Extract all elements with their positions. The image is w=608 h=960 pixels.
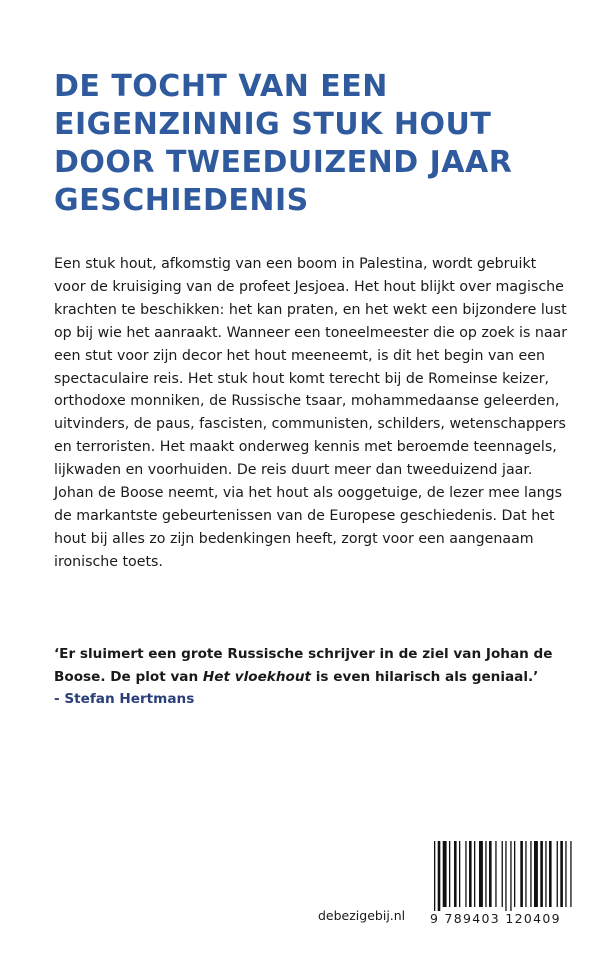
barcode <box>430 841 576 941</box>
blurb-line: orthodoxe monniken, de Russische tsaar, mohammedaanse geleerden, <box>54 393 560 410</box>
headline-line: EIGENZINNIG STUK HOUT <box>54 107 492 142</box>
quote-line-1: ‘Er sluimert een grote Russische schrijver in de ziel van Johan de <box>54 646 553 662</box>
review-quote <box>54 643 574 711</box>
blurb-line: voor de kruisiging van de profeet Jesjoea. Het hout blijkt over magische <box>54 278 564 295</box>
quote-line-2 <box>54 666 574 689</box>
book-title-italic: Het vloekhout <box>202 668 312 685</box>
quote-text-after-title: is even hilarisch als geniaal.’ <box>311 668 539 685</box>
blurb-line: uitvinders, de paus, fascisten, communisten, schilders, wetenschappers <box>54 416 566 433</box>
quote-attribution: - Stefan Hertmans <box>54 691 195 707</box>
blurb-line: op bij wie het aanraakt. Wanneer een toneelmeester die op zoek is naar <box>54 324 568 341</box>
blurb-line: ironische toets. <box>54 553 163 570</box>
blurb-line: Een stuk hout, afkomstig van een boom in Palestina, wordt gebruikt <box>54 256 537 272</box>
blurb-line: lijkwaden en voorhuiden. De reis duurt meer dan tweeduizend jaar. <box>54 462 533 479</box>
blurb-line: krachten te beschikken: het kan praten, en het wekt een bijzondere lust <box>54 301 567 318</box>
publisher-website: debezigebij.nl <box>318 908 406 923</box>
barcode-icon <box>430 841 576 911</box>
isbn-number: 9 789403 120409 <box>430 911 561 926</box>
blurb-line: hout bij alles zo zijn bedenkingen heeft, zorgt voor een aangenaam <box>54 530 534 547</box>
quote-text-before-title: Boose. De plot van <box>54 668 203 685</box>
blurb-line: en terroristen. Het maakt onderweg kennis met beroemde teennagels, <box>54 439 557 456</box>
headline-line: DOOR TWEEDUIZEND JAAR <box>54 145 513 180</box>
headline-line: DE TOCHT VAN EEN <box>54 69 388 104</box>
blurb-line: een stut voor zijn decor het hout meeneemt, is dit het begin van een <box>54 347 546 364</box>
headline-line: GESCHIEDENIS <box>54 183 309 218</box>
headline <box>54 68 574 220</box>
blurb-line: spectaculaire reis. Het stuk hout komt terecht bij de Romeinse keizer, <box>54 370 550 387</box>
blurb-line: de markantste gebeurtenissen van de Europese geschiedenis. Dat het <box>54 507 555 524</box>
blurb-line: Johan de Boose neemt, via het hout als ooggetuige, de lezer mee langs <box>54 485 563 502</box>
blurb-paragraph <box>54 253 574 574</box>
